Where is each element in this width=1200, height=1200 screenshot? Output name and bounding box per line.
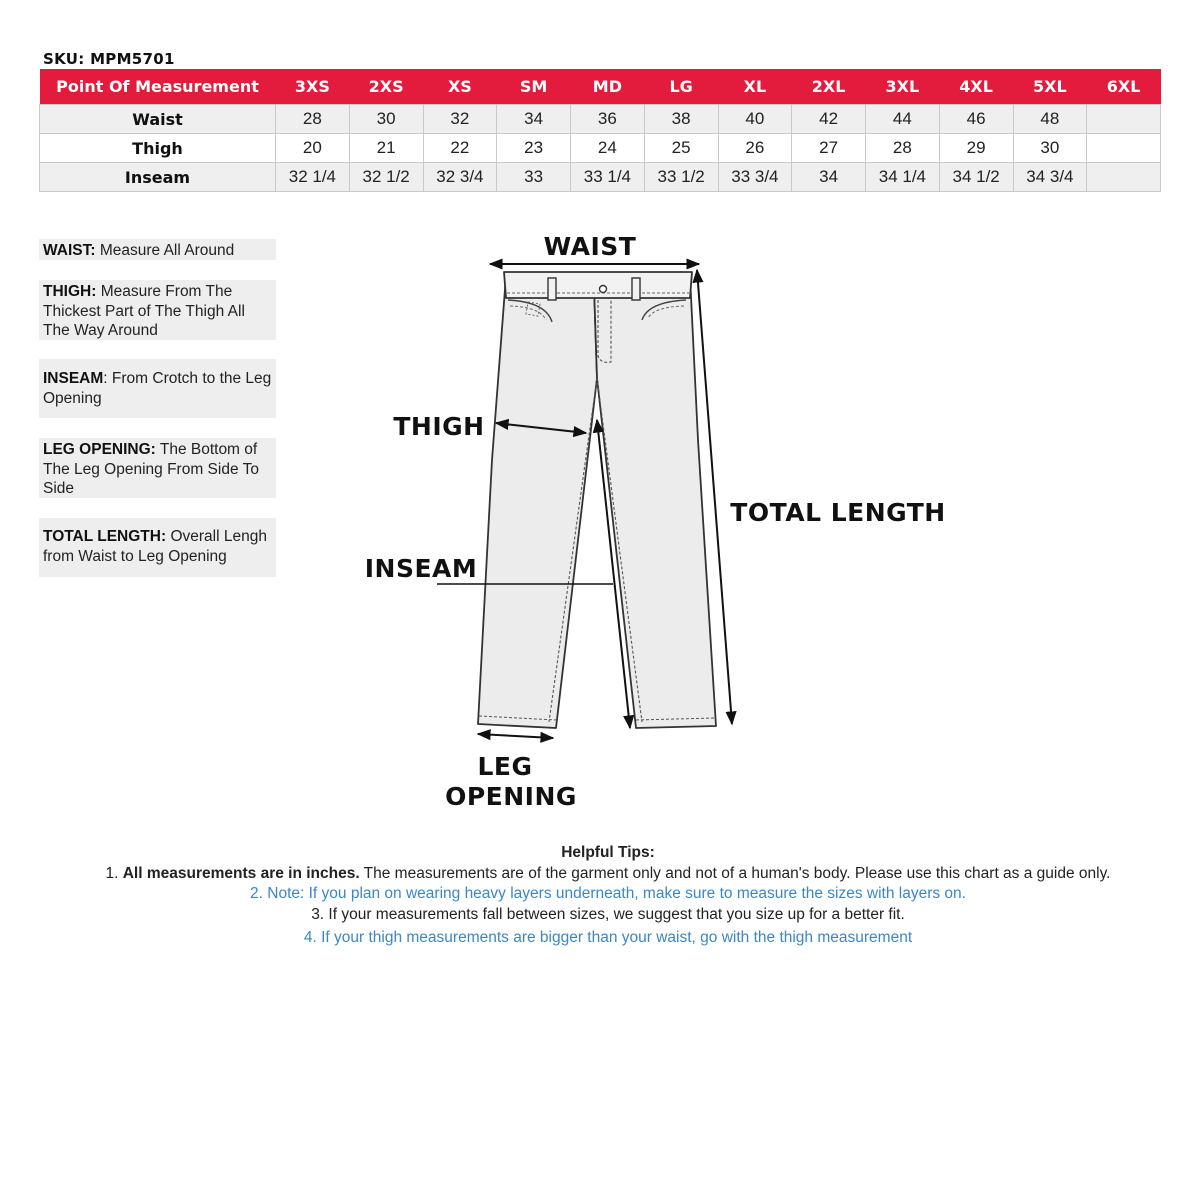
definition-text: Overall Lengh from Waist to Leg Opening <box>43 528 267 565</box>
table-cell: 29 <box>939 134 1013 163</box>
label-waist: WAIST <box>543 232 637 261</box>
helpful-tips <box>0 843 1200 949</box>
tip-1 <box>0 864 1200 885</box>
table-cell: 34 <box>792 163 866 192</box>
table-cell: 38 <box>644 105 718 134</box>
tip-4: 4. If your thigh measurements are bigger than your waist, go with the thigh measurement <box>303 929 913 946</box>
table-cell: 33 1/2 <box>644 163 718 192</box>
table-cell: 33 3/4 <box>718 163 792 192</box>
row-label: Thigh <box>40 134 276 163</box>
table-cell: 20 <box>276 134 350 163</box>
table-cell: 48 <box>1013 105 1087 134</box>
table-cell: 24 <box>571 134 645 163</box>
tip-1-rest: The measurements are of the garment only and not of a human's body. Please use this chart as a guide only. <box>359 864 1111 882</box>
size-header: 2XS <box>349 69 423 105</box>
size-header: XL <box>718 69 792 105</box>
definition-term: LEG OPENING: <box>43 441 156 458</box>
size-header: LG <box>644 69 718 105</box>
table-cell: 26 <box>718 134 792 163</box>
table-cell: 30 <box>1013 134 1087 163</box>
table-cell: 33 1/4 <box>571 163 645 192</box>
row-label: Inseam <box>40 163 276 192</box>
size-header: 3XS <box>276 69 350 105</box>
table-cell: 42 <box>792 105 866 134</box>
table-cell: 30 <box>349 105 423 134</box>
table-cell: 22 <box>423 134 497 163</box>
table-cell: 44 <box>866 105 940 134</box>
table-cell: 32 3/4 <box>423 163 497 192</box>
header-point-of-measurement: Point Of Measurement <box>40 69 276 105</box>
sku-label: SKU: MPM5701 <box>43 50 175 68</box>
pants-illustration <box>478 272 716 728</box>
row-label: Waist <box>40 105 276 134</box>
size-header: MD <box>571 69 645 105</box>
definition-text: Measure From The Thickest Part of The Thigh All The Way Around <box>43 283 245 339</box>
table-cell: 34 <box>497 105 571 134</box>
tip-1-bold: All measurements are in inches. <box>122 864 360 882</box>
table-cell: 46 <box>939 105 1013 134</box>
table-cell: 21 <box>349 134 423 163</box>
table-cell: 32 1/4 <box>276 163 350 192</box>
definition-term: WAIST: <box>43 242 96 259</box>
definition-text: The Bottom of The Leg Opening From Side To Side <box>43 441 259 497</box>
definition-text: : From Crotch to the Leg Opening <box>43 370 272 407</box>
tip-2: 2. Note: If you plan on wearing heavy layers underneath, make sure to measure the sizes with layers on. <box>250 885 966 902</box>
label-leg-line: LEG <box>477 752 533 781</box>
label-total-length: TOTAL LENGTH <box>730 498 946 527</box>
label-leg-opening <box>436 752 586 812</box>
table-cell: 23 <box>497 134 571 163</box>
label-inseam: INSEAM <box>364 554 478 583</box>
size-header: 2XL <box>792 69 866 105</box>
table-cell: 34 1/4 <box>866 163 940 192</box>
table-cell: 25 <box>644 134 718 163</box>
table-cell: 32 1/2 <box>349 163 423 192</box>
size-header: XS <box>423 69 497 105</box>
label-opening-line: OPENING <box>445 782 577 811</box>
definition-term: THIGH: <box>43 283 97 300</box>
table-cell: 28 <box>276 105 350 134</box>
table-cell: 34 1/2 <box>939 163 1013 192</box>
size-header: 5XL <box>1013 69 1087 105</box>
label-thigh: THIGH <box>393 412 485 441</box>
definition-term: TOTAL LENGTH: <box>43 528 167 545</box>
table-cell: 40 <box>718 105 792 134</box>
tip-1-prefix: 1. <box>105 864 123 882</box>
table-cell: 28 <box>866 134 940 163</box>
size-header: 3XL <box>866 69 940 105</box>
tips-title: Helpful Tips: <box>561 844 655 861</box>
size-header: 6XL <box>1087 69 1161 105</box>
definition-text: Measure All Around <box>95 242 235 259</box>
table-cell: 33 <box>497 163 571 192</box>
table-cell: 32 <box>423 105 497 134</box>
table-cell: 34 3/4 <box>1013 163 1087 192</box>
table-cell: 27 <box>792 134 866 163</box>
size-header: 4XL <box>939 69 1013 105</box>
leg-opening-arrow <box>478 734 553 738</box>
table-cell: 36 <box>571 105 645 134</box>
definition-term: INSEAM <box>43 370 104 387</box>
size-header: SM <box>497 69 571 105</box>
tip-3: 3. If your measurements fall between sizes, we suggest that you size up for a better fit. <box>311 905 905 923</box>
